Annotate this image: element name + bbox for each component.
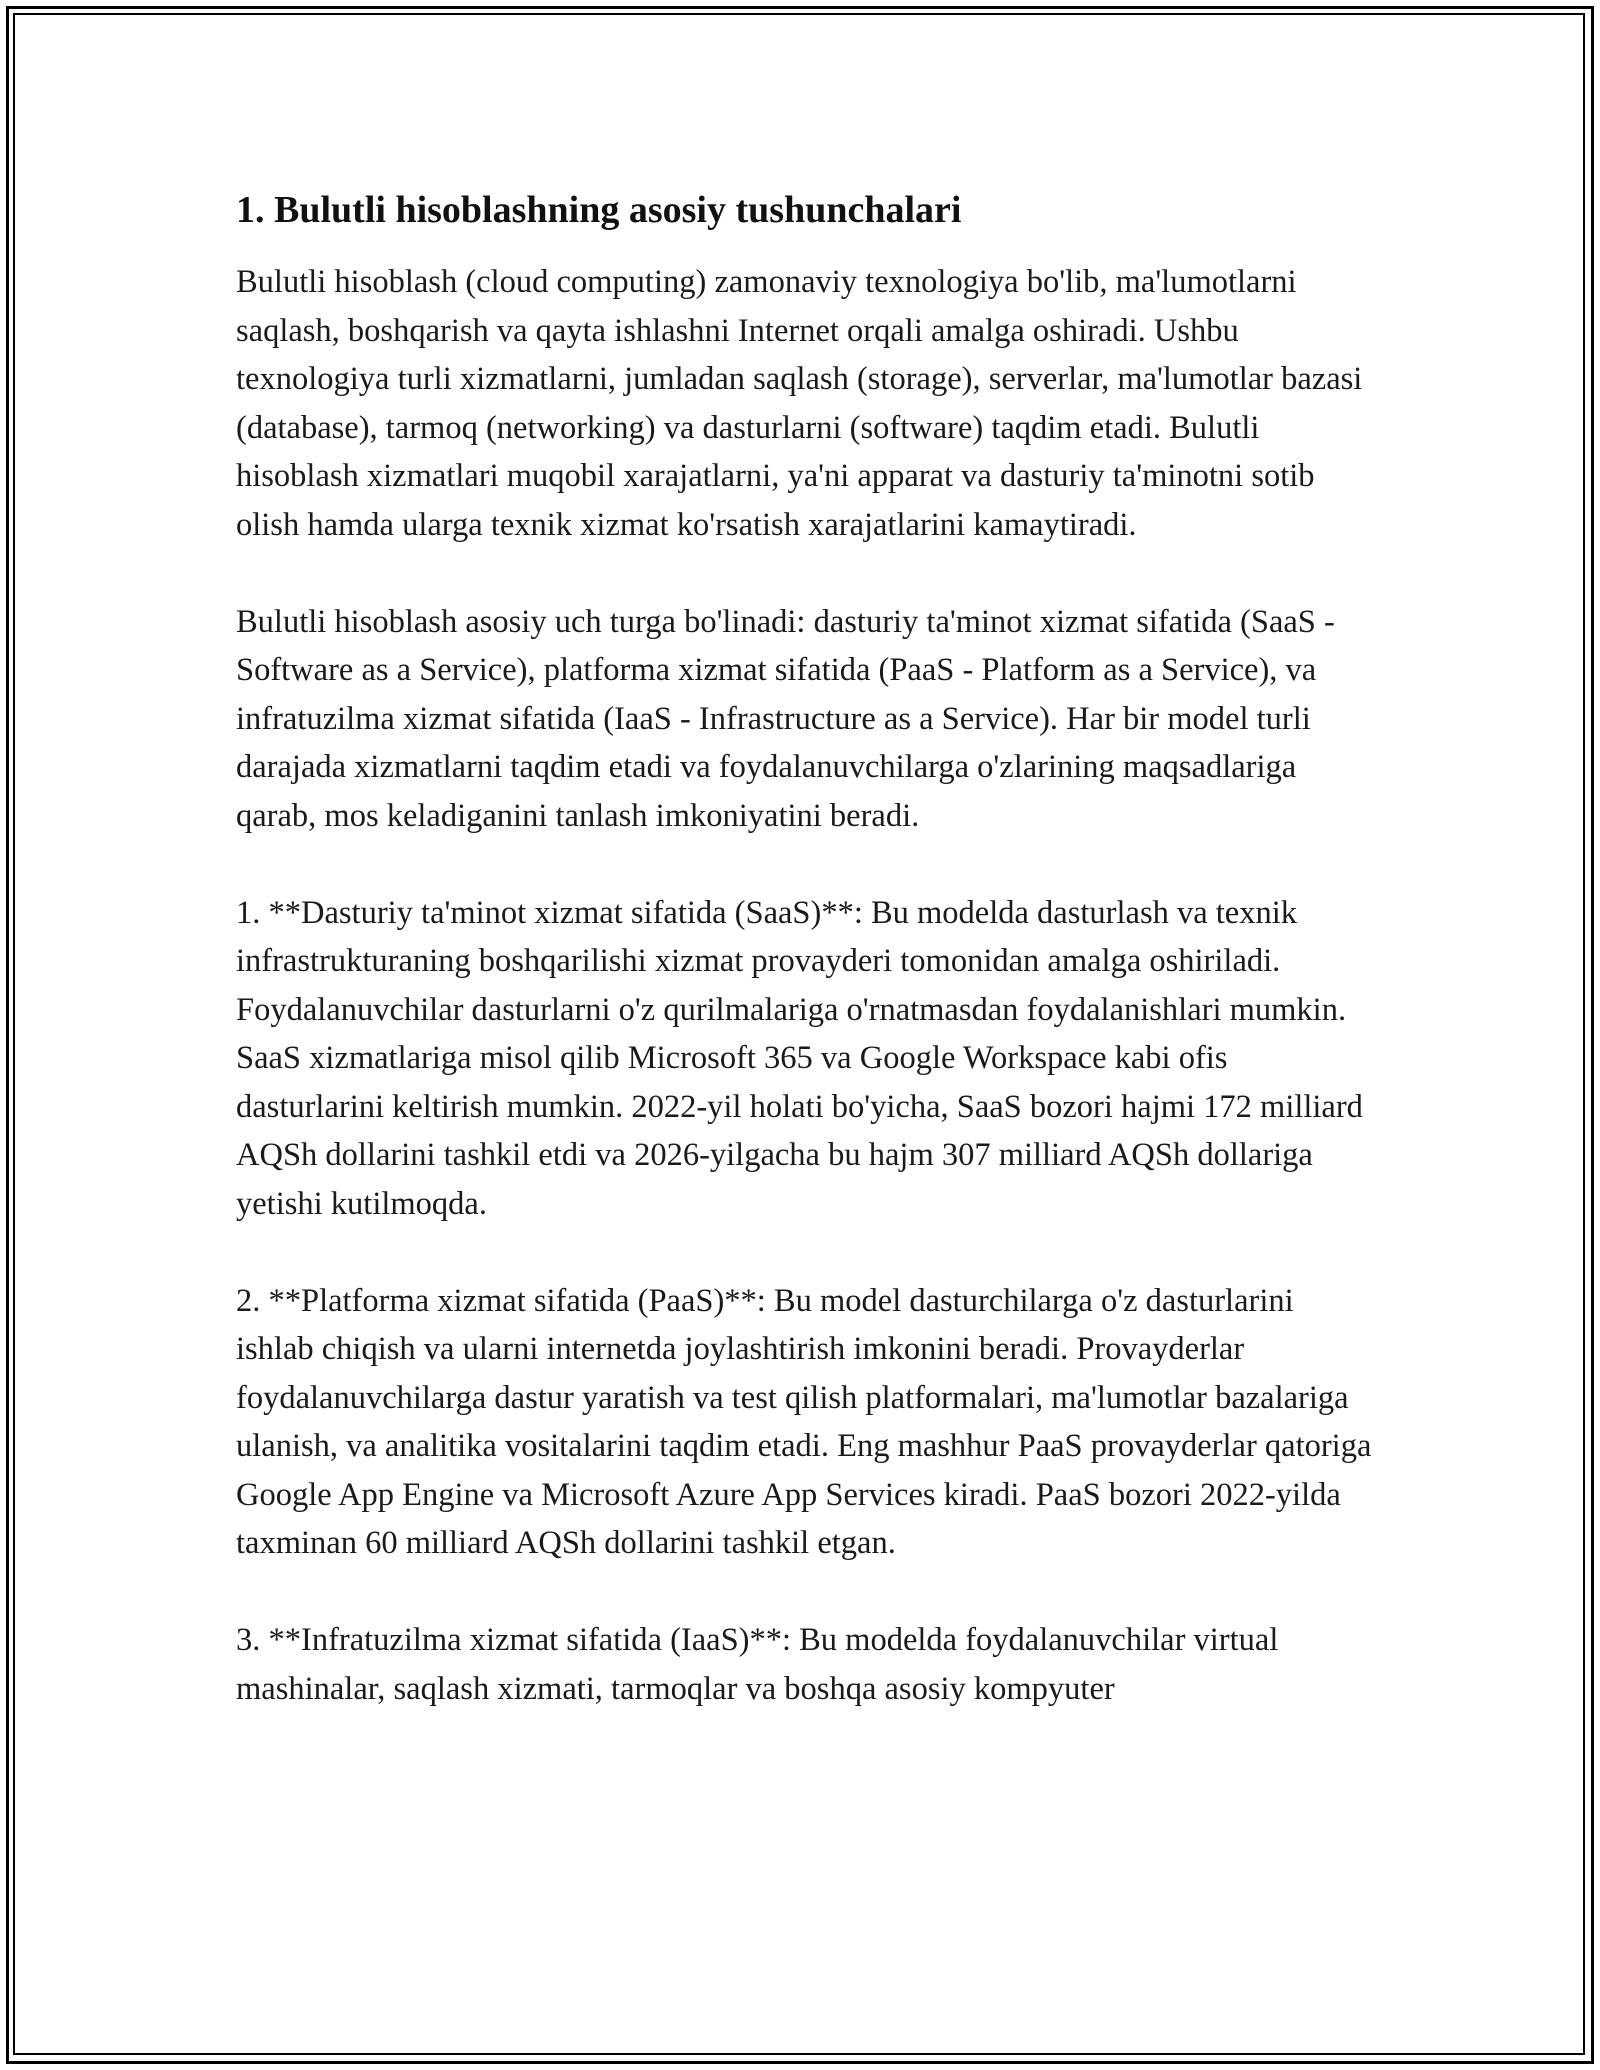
document-body xyxy=(236,186,1376,1762)
paragraph-saas: 1. **Dasturiy ta'minot xizmat sifatida (SaaS)**: Bu modelda dasturlash va texnik infrastrukturaning boshqarilishi xizmat provayderi tomonidan amalga oshiriladi. Foydalanuvchilar dasturlarni o'z qurilmalariga o'rnatmasdan foydalanishlari mumkin. SaaS xizmatlariga misol qilib Microsoft 365 va Google Workspace kabi ofis dasturlarini keltirish mumkin. 2022-yil holati bo'yicha, SaaS bozori hajmi 172 milliard AQSh dollarini tashkil etdi va 2026-yilgacha bu hajm 307 milliard AQSh dollariga yetishi kutilmoqda. xyxy=(236,894,1363,1222)
section-heading: 1. Bulutli hisoblashning asosiy tushunchalari xyxy=(236,189,962,231)
paragraph-iaas: 3. **Infratuzilma xizmat sifatida (IaaS)**: Bu modelda foydalanuvchilar virtual mashinalar, saqlash xizmati, tarmoqlar va boshqa asosiy kompyuter xyxy=(236,1622,1279,1707)
paragraph-paas: 2. **Platforma xizmat sifatida (PaaS)**: Bu model dasturchilarga o'z dasturlarini ishlab chiqish va ularni internetda joylashtirish imkonini beradi. Provayderlar foydalanuvchilarga dastur yaratish va test qilish platformalari, ma'lumotlar bazalariga ulanish, va analitika vositalarini taqdim etadi. Eng mashhur PaaS provayderlar qatoriga Google App Engine va Microsoft Azure App Services kiradi. PaaS bozori 2022-yilda taxminan 60 milliard AQSh dollarini tashkil etgan. xyxy=(236,1282,1372,1561)
paragraph-cloud-intro: Bulutli hisoblash (cloud computing) zamonaviy texnologiya bo'lib, ma'lumotlarni saqlash, boshqarish va qayta ishlashni Internet orqali amalga oshiradi. Ushbu texnologiya turli xizmatlarni, jumladan saqlash (storage), serverlar, ma'lumotlar bazasi (database), tarmoq (networking) va dasturlarni (software) taqdim etadi. Bulutli hisoblash xizmatlari muqobil xarajatlarni, ya'ni apparat va dasturiy ta'minotni sotib olish hamda ularga texnik xizmat ko'rsatish xarajatlarini kamaytiradi. xyxy=(236,264,1363,543)
paragraph-service-models: Bulutli hisoblash asosiy uch turga bo'linadi: dasturiy ta'minot xizmat sifatida (SaaS - Software as a Service), platforma xizmat sifatida (PaaS - Platform as a Service), va infratuzilma xizmat sifatida (IaaS - Infrastructure as a Service). Har bir model turli darajada xizmatlarni taqdim etadi va foydalanuvchilarga o'zlarining maqsadlariga qarab, mos keladiganini tanlash imkoniyatini beradi. xyxy=(236,603,1335,834)
